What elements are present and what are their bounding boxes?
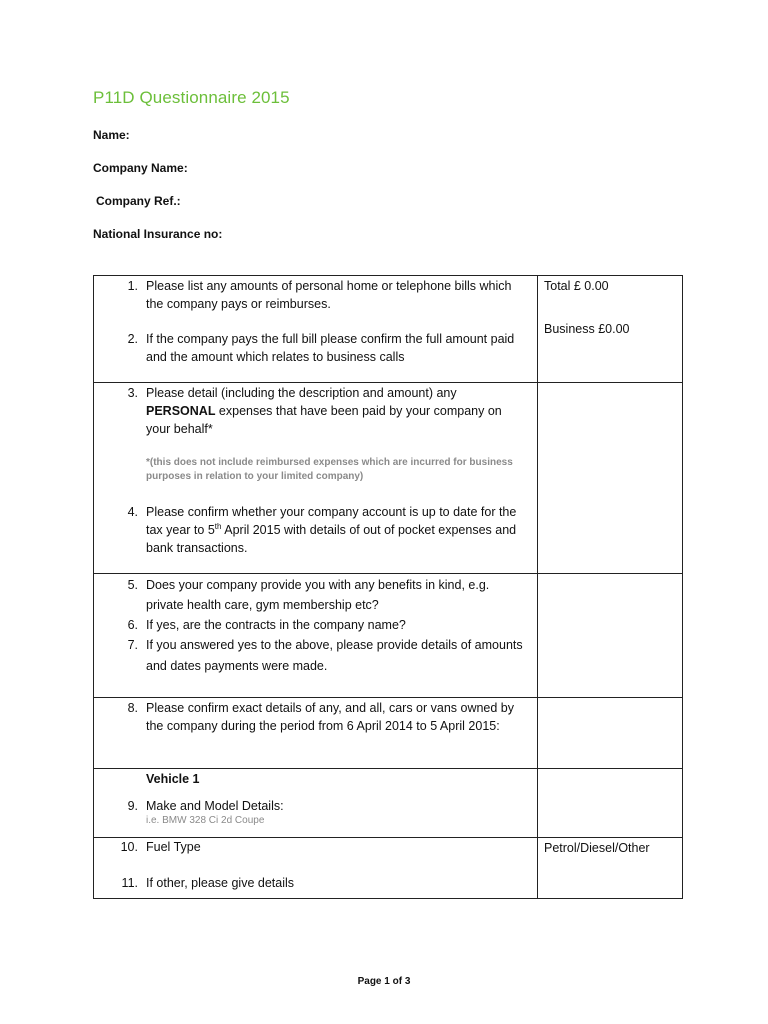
page-number: Page 1 of 3 xyxy=(357,976,411,987)
question-text-part: Please confirm whether your company account is up to date for the tax year to 5 xyxy=(146,505,517,537)
question-text: If other, please give details xyxy=(146,876,295,890)
question-item xyxy=(94,330,537,366)
example-hint: i.e. BMW 328 Ci 2d Coupe xyxy=(146,815,265,826)
question-item xyxy=(94,699,537,735)
table-row xyxy=(94,838,683,899)
table-row xyxy=(94,574,683,698)
table-row xyxy=(94,383,683,574)
question-item xyxy=(94,277,537,313)
question-number: 1. xyxy=(127,279,138,293)
question-cell xyxy=(94,574,538,698)
fuel-type-answer: Petrol/Diesel/Other xyxy=(544,841,650,855)
question-text: Does your company provide you with any benefits in kind, e.g. private health care, gym membership etc? xyxy=(146,578,490,612)
question-text: If yes, are the contracts in the company name? xyxy=(146,618,406,632)
question-number: 2. xyxy=(127,332,138,346)
question-item xyxy=(94,575,537,615)
question-number: 3. xyxy=(127,386,138,400)
national-insurance-field-label: National Insurance no: xyxy=(93,227,223,241)
question-text: Fuel Type xyxy=(146,840,201,854)
question-item xyxy=(94,635,537,677)
question-text: Please confirm exact details of any, and all, cars or vans owned by the company during the period from 6 April 2014 to 5 April 2015: xyxy=(146,701,515,733)
answer-cell[interactable] xyxy=(538,838,683,899)
document-title: P11D Questionnaire 2015 xyxy=(93,88,290,107)
question-text: If the company pays the full bill please confirm the full amount paid and the amount which relates to business calls xyxy=(146,332,515,364)
question-item xyxy=(94,384,537,438)
question-cell xyxy=(94,698,538,769)
answer-cell[interactable] xyxy=(538,276,683,383)
question-item xyxy=(94,874,537,892)
question-footnote: *(this does not include reimbursed expenses which are incurred for business purposes in relation to your limited company) xyxy=(146,457,513,482)
question-item xyxy=(94,838,537,856)
company-ref-field-label: Company Ref.: xyxy=(96,194,181,208)
question-number: 5. xyxy=(127,578,138,592)
question-cell xyxy=(94,838,538,899)
question-item xyxy=(94,797,537,815)
question-item xyxy=(94,615,537,635)
question-number: 8. xyxy=(127,701,138,715)
question-text-part: April 2015 with details of out of pocket expenses and bank transactions. xyxy=(146,523,517,555)
questionnaire-table xyxy=(93,275,683,899)
question-text: Make and Model Details: xyxy=(146,799,284,813)
company-name-field-label: Company Name: xyxy=(93,161,188,175)
vehicle-heading: Vehicle 1 xyxy=(146,772,200,786)
question-cell xyxy=(94,276,538,383)
question-cell xyxy=(94,383,538,574)
question-number: 11. xyxy=(121,876,138,890)
question-emphasis: PERSONAL xyxy=(146,404,216,418)
question-text: Please list any amounts of personal home or telephone bills which the company pays or reimburses. xyxy=(146,279,512,311)
total-answer: Total £ 0.00 xyxy=(544,279,609,293)
table-row xyxy=(94,769,683,838)
question-number: 9. xyxy=(127,799,138,813)
question-number: 10. xyxy=(120,840,138,854)
answer-cell[interactable] xyxy=(538,574,683,698)
question-number: 7. xyxy=(127,638,138,652)
answer-cell[interactable] xyxy=(538,698,683,769)
question-number: 6. xyxy=(127,618,138,632)
question-item xyxy=(94,503,537,557)
ordinal-suffix: th xyxy=(214,521,222,531)
question-cell xyxy=(94,769,538,838)
answer-cell[interactable] xyxy=(538,383,683,574)
table-row xyxy=(94,276,683,383)
name-field-label: Name: xyxy=(93,128,130,142)
question-text-part: Please detail (including the description and amount) any xyxy=(146,386,457,400)
business-answer: Business £0.00 xyxy=(544,322,630,336)
answer-cell[interactable] xyxy=(538,769,683,838)
question-text: If you answered yes to the above, please provide details of amounts and dates payments were made. xyxy=(146,638,523,673)
table-row xyxy=(94,698,683,769)
question-number: 4. xyxy=(127,505,138,519)
question-text-part: expenses that have been paid by your company on your behalf* xyxy=(146,404,502,436)
